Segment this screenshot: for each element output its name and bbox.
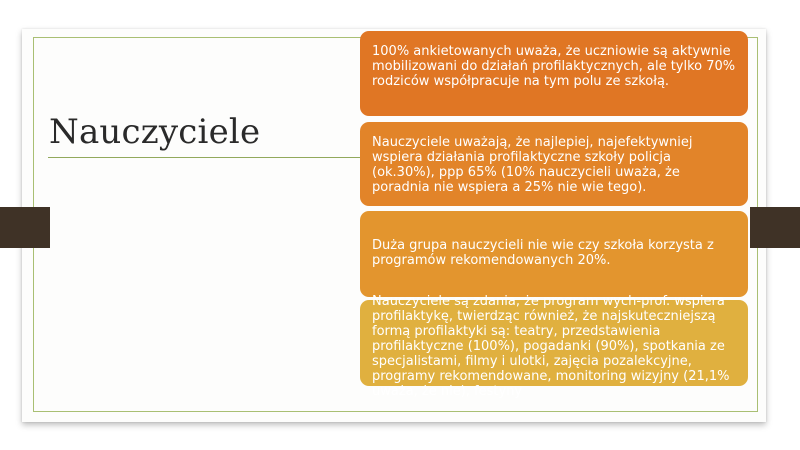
info-card-4 <box>360 294 748 399</box>
info-card-1 <box>360 31 748 116</box>
right-decorative-tab <box>750 207 800 248</box>
info-card-1-text: 100% ankietowanych uważa, że uczniowie są aktywnie mobilizowani do działań profilaktycznych, ale tylko 70% rodziców współpracuje na tym polu ze szkołą. <box>372 44 736 89</box>
slide-title: Nauczyciele <box>49 112 261 152</box>
info-card-2 <box>360 122 748 206</box>
title-underline <box>48 157 368 158</box>
info-card-3 <box>360 211 748 297</box>
info-card-2-text: Nauczyciele uważają, że najlepiej, najefektywniej wspiera działania profilaktyczne szkoły policja (ok.30%), ppp 65% (10% nauczycieli uważa, że poradnia nie wspiera a 25% nie wie tego). <box>372 135 693 195</box>
left-decorative-tab <box>0 207 50 248</box>
info-card-3-text: Duża grupa nauczycieli nie wie czy szkoła korzysta z programów rekomendowanych 20%. <box>372 238 714 268</box>
info-card-4-text: Nauczyciele są zdania, że program wych-prof. wspiera profilaktykę, twierdząc również, że najskuteczniejszą formą profilaktyki są: teatry, przedstawienia profilaktyczne (100%), pogadanki (90%), spotkania ze specjalistami, filmy i ulotki, zajęcia pozalekcyjne, programy rekomendowane, monitoring wizyjny (21,1% uważa, że nie), festyny <box>372 294 730 399</box>
